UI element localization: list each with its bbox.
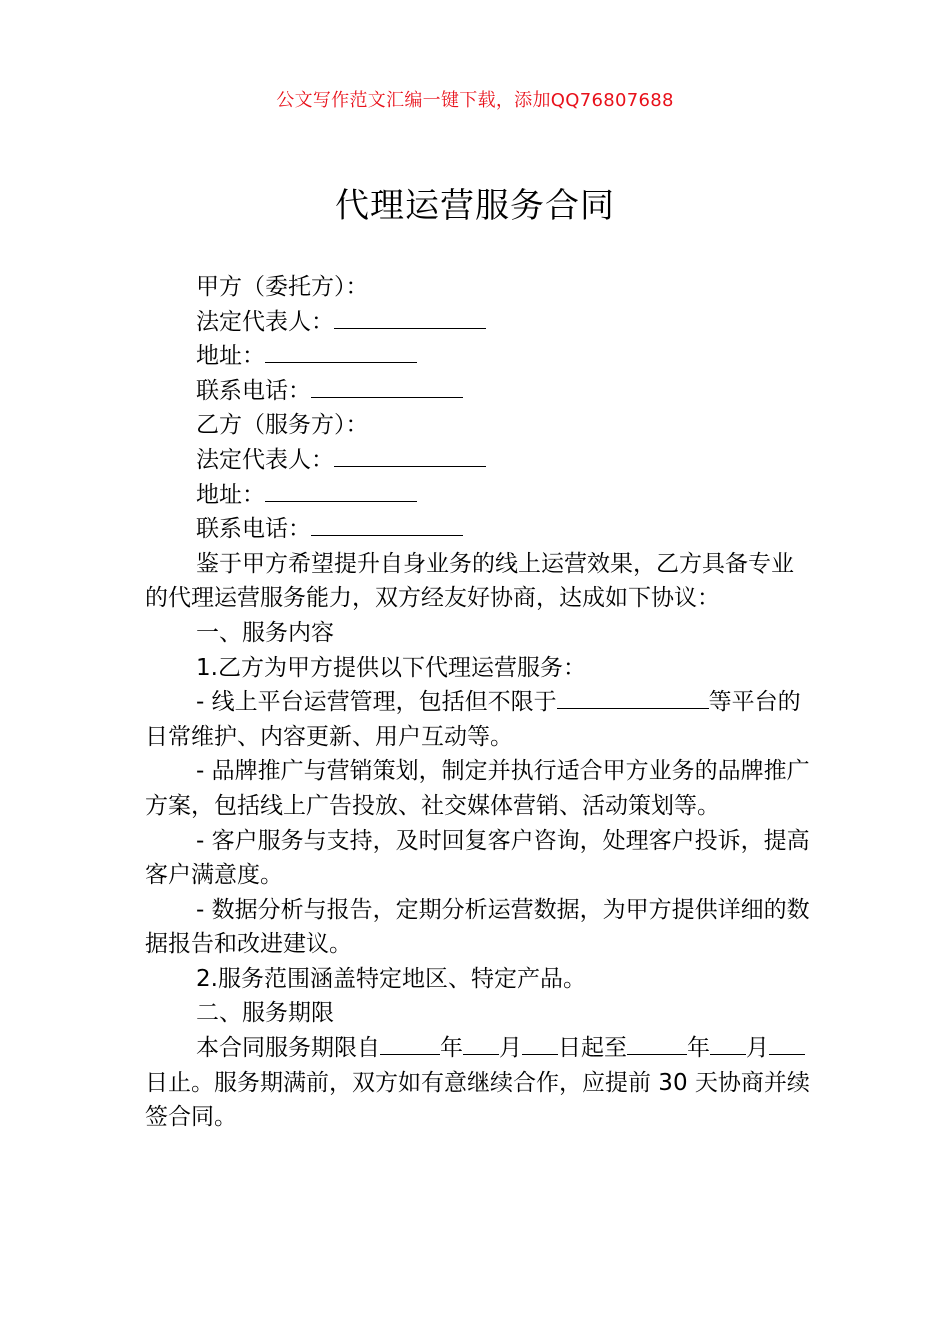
term-year-label: 年 <box>440 1035 463 1062</box>
party-b-heading-text: 乙方（服务方）： <box>196 412 369 439</box>
party-b-phone-label: 联系电话： <box>196 516 311 543</box>
party-a-rep-label: 法定代表人： <box>196 308 334 335</box>
section-1-item-1: 1.乙方为甲方提供以下代理运营服务： <box>196 654 586 681</box>
contract-body <box>145 270 810 1135</box>
start-day-blank <box>522 1032 558 1055</box>
term-year2-label: 年 <box>687 1035 710 1062</box>
term-month2-label: 月 <box>746 1035 769 1062</box>
term-month-label: 月 <box>499 1035 522 1062</box>
end-day-blank <box>769 1032 805 1055</box>
end-year-blank <box>627 1032 687 1055</box>
party-a-address-line <box>145 339 810 374</box>
section-1-bullet-3: - 客户服务与支持，及时回复客户咨询，处理客户投诉，提高客户满意度。 <box>145 827 810 889</box>
start-month-blank <box>463 1032 499 1055</box>
party-b-rep-blank <box>334 444 486 467</box>
section-2-paragraph <box>145 1031 810 1135</box>
party-a-address-blank <box>265 340 417 363</box>
party-a-phone-label: 联系电话： <box>196 377 311 404</box>
download-banner: 公文写作范文汇编一键下载，添加QQ76807688 <box>276 90 674 111</box>
party-b-address-blank <box>265 479 417 502</box>
section-1-heading: 一、服务内容 <box>196 619 334 646</box>
party-b-rep-line <box>145 443 810 478</box>
party-b-phone-line <box>145 512 810 547</box>
section-1-bullet-1 <box>145 685 810 754</box>
party-a-rep-blank <box>334 306 486 329</box>
document-title: 代理运营服务合同 <box>335 186 615 226</box>
platform-blank <box>557 686 709 709</box>
term-text-start: 本合同服务期限自 <box>196 1035 380 1062</box>
party-b-address-label: 地址： <box>196 481 265 508</box>
end-month-blank <box>710 1032 746 1055</box>
party-b-heading <box>145 408 810 443</box>
party-a-phone-line <box>145 374 810 409</box>
term-from-label: 日起至 <box>558 1035 627 1062</box>
section-1-item-2: 2.服务范围涵盖特定地区、特定产品。 <box>196 965 586 992</box>
bullet-1-text-a: - 线上平台运营管理，包括但不限于 <box>196 689 557 716</box>
party-a-heading-text: 甲方（委托方）： <box>196 274 369 300</box>
preamble-paragraph: 鉴于甲方希望提升自身业务的线上运营效果，乙方具备专业的代理运营服务能力，双方经友好协商，达成如下协议： <box>145 550 794 612</box>
party-a-heading <box>145 270 810 305</box>
party-b-phone-blank <box>311 513 463 536</box>
start-year-blank <box>380 1032 440 1055</box>
section-1-bullet-2: - 品牌推广与营销策划，制定并执行适合甲方业务的品牌推广方案，包括线上广告投放、社交媒体营销、活动策划等。 <box>145 758 810 819</box>
term-text-end: 日止。服务期满前，双方如有意继续合作，应提前 30 天协商并续签合同。 <box>145 1069 810 1131</box>
party-b-address-line <box>145 478 810 513</box>
party-a-rep-line <box>145 305 810 340</box>
bullet-1-text-b: 等平台的日常维护、内容更新、用户互动等。 <box>145 689 801 750</box>
party-a-phone-blank <box>311 375 463 398</box>
party-b-rep-label: 法定代表人： <box>196 446 334 473</box>
section-2-heading: 二、服务期限 <box>196 1000 334 1027</box>
party-a-address-label: 地址： <box>196 343 265 370</box>
section-1-bullet-4: - 数据分析与报告，定期分析运营数据，为甲方提供详细的数据报告和改进建议。 <box>145 896 810 958</box>
